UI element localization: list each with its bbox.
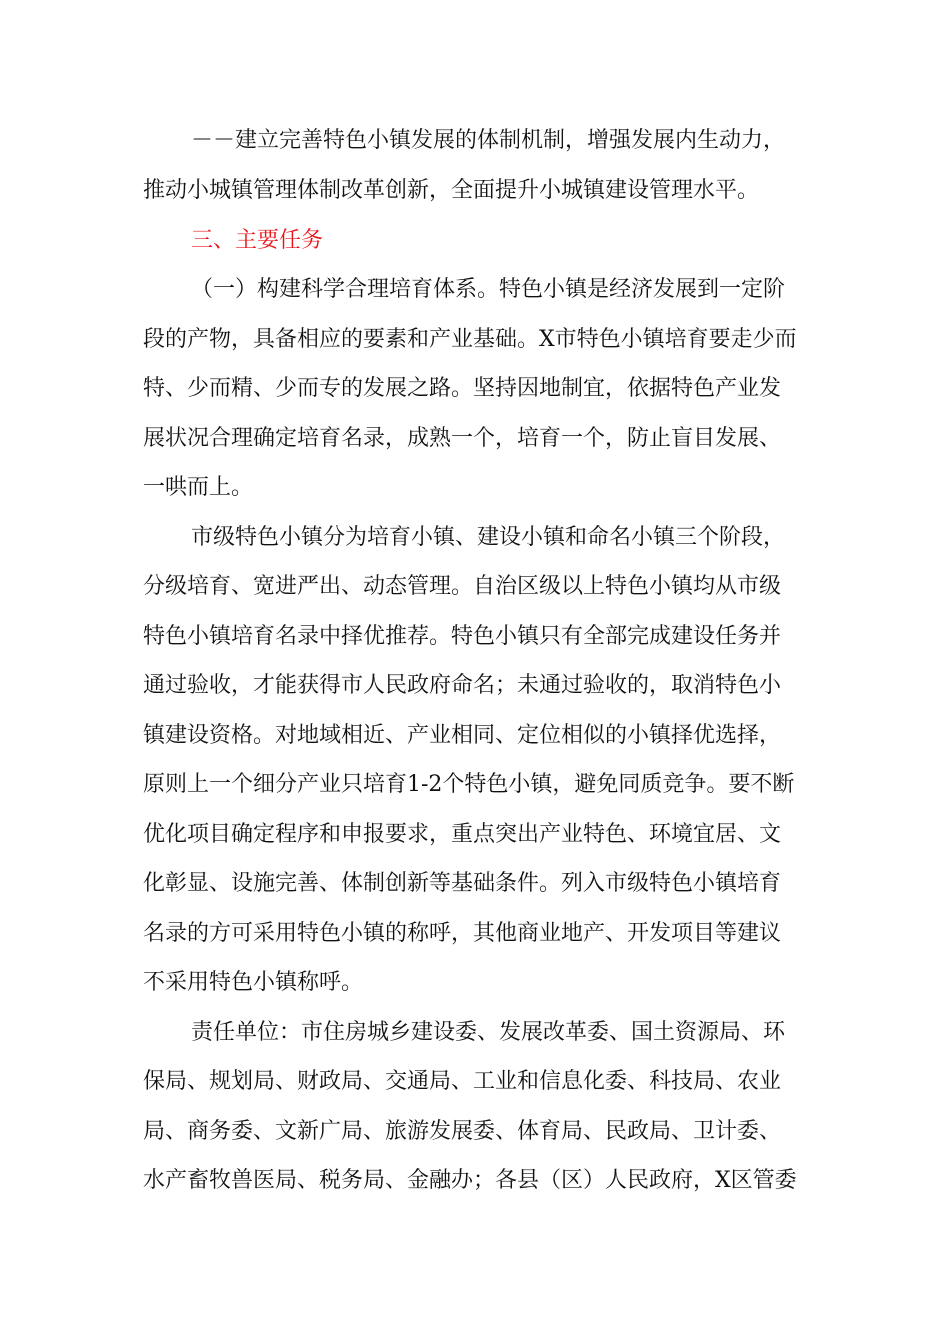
text-line: 镇建设资格。对地域相近、产业相同、定位相似的小镇择优选择， [143, 723, 782, 748]
text-line: 展状况合理确定培育名录，成熟一个，培育一个，防止盲目发展、 [143, 426, 782, 451]
text-line: 市级特色小镇分为培育小镇、建设小镇和命名小镇三个阶段， [191, 525, 786, 550]
text-line: 优化项目确定程序和申报要求，重点突出产业特色、环境宜居、文 [143, 822, 782, 847]
text-line: 化彰显、设施完善、体制创新等基础条件。列入市级特色小镇培育 [143, 871, 782, 896]
section-heading: 三、主要任务 [191, 228, 324, 253]
text-line: 保局、规划局、财政局、交通局、工业和信息化委、科技局、农业 [143, 1069, 782, 1094]
text-line: 通过验收，才能获得市人民政府命名；未通过验收的，取消特色小 [143, 673, 782, 698]
text-line: 推动小城镇管理体制改革创新，全面提升小城镇建设管理水平。 [143, 178, 760, 203]
text-line: 名录的方可采用特色小镇的称呼，其他商业地产、开发项目等建议 [143, 921, 782, 946]
text-line: （一）构建科学合理培育体系。特色小镇是经济发展到一定阶 [191, 277, 786, 302]
text-line: 一哄而上。 [143, 475, 254, 500]
text-line: 局、商务委、文新广局、旅游发展委、体育局、民政局、卫计委、 [143, 1119, 782, 1144]
text-line: －－建立完善特色小镇发展的体制机制，增强发展内生动力， [191, 128, 786, 153]
text-line: 原则上一个细分产业只培育1-2个特色小镇，避免同质竞争。要不断 [143, 772, 795, 797]
text-line: 不采用特色小镇称呼。 [143, 970, 364, 995]
text-line: 特色小镇培育名录中择优推荐。特色小镇只有全部完成建设任务并 [143, 624, 782, 649]
text-line: 责任单位：市住房城乡建设委、发展改革委、国土资源局、环 [191, 1020, 786, 1045]
text-line: 分级培育、宽进严出、动态管理。自治区级以上特色小镇均从市级 [143, 574, 782, 599]
text-line: 水产畜牧兽医局、税务局、金融办；各县（区）人民政府，X区管委 [143, 1168, 797, 1193]
text-line: 特、少而精、少而专的发展之路。坚持因地制宜，依据特色产业发 [143, 376, 782, 401]
text-line: 段的产物，具备相应的要素和产业基础。X市特色小镇培育要走少而 [143, 327, 797, 352]
